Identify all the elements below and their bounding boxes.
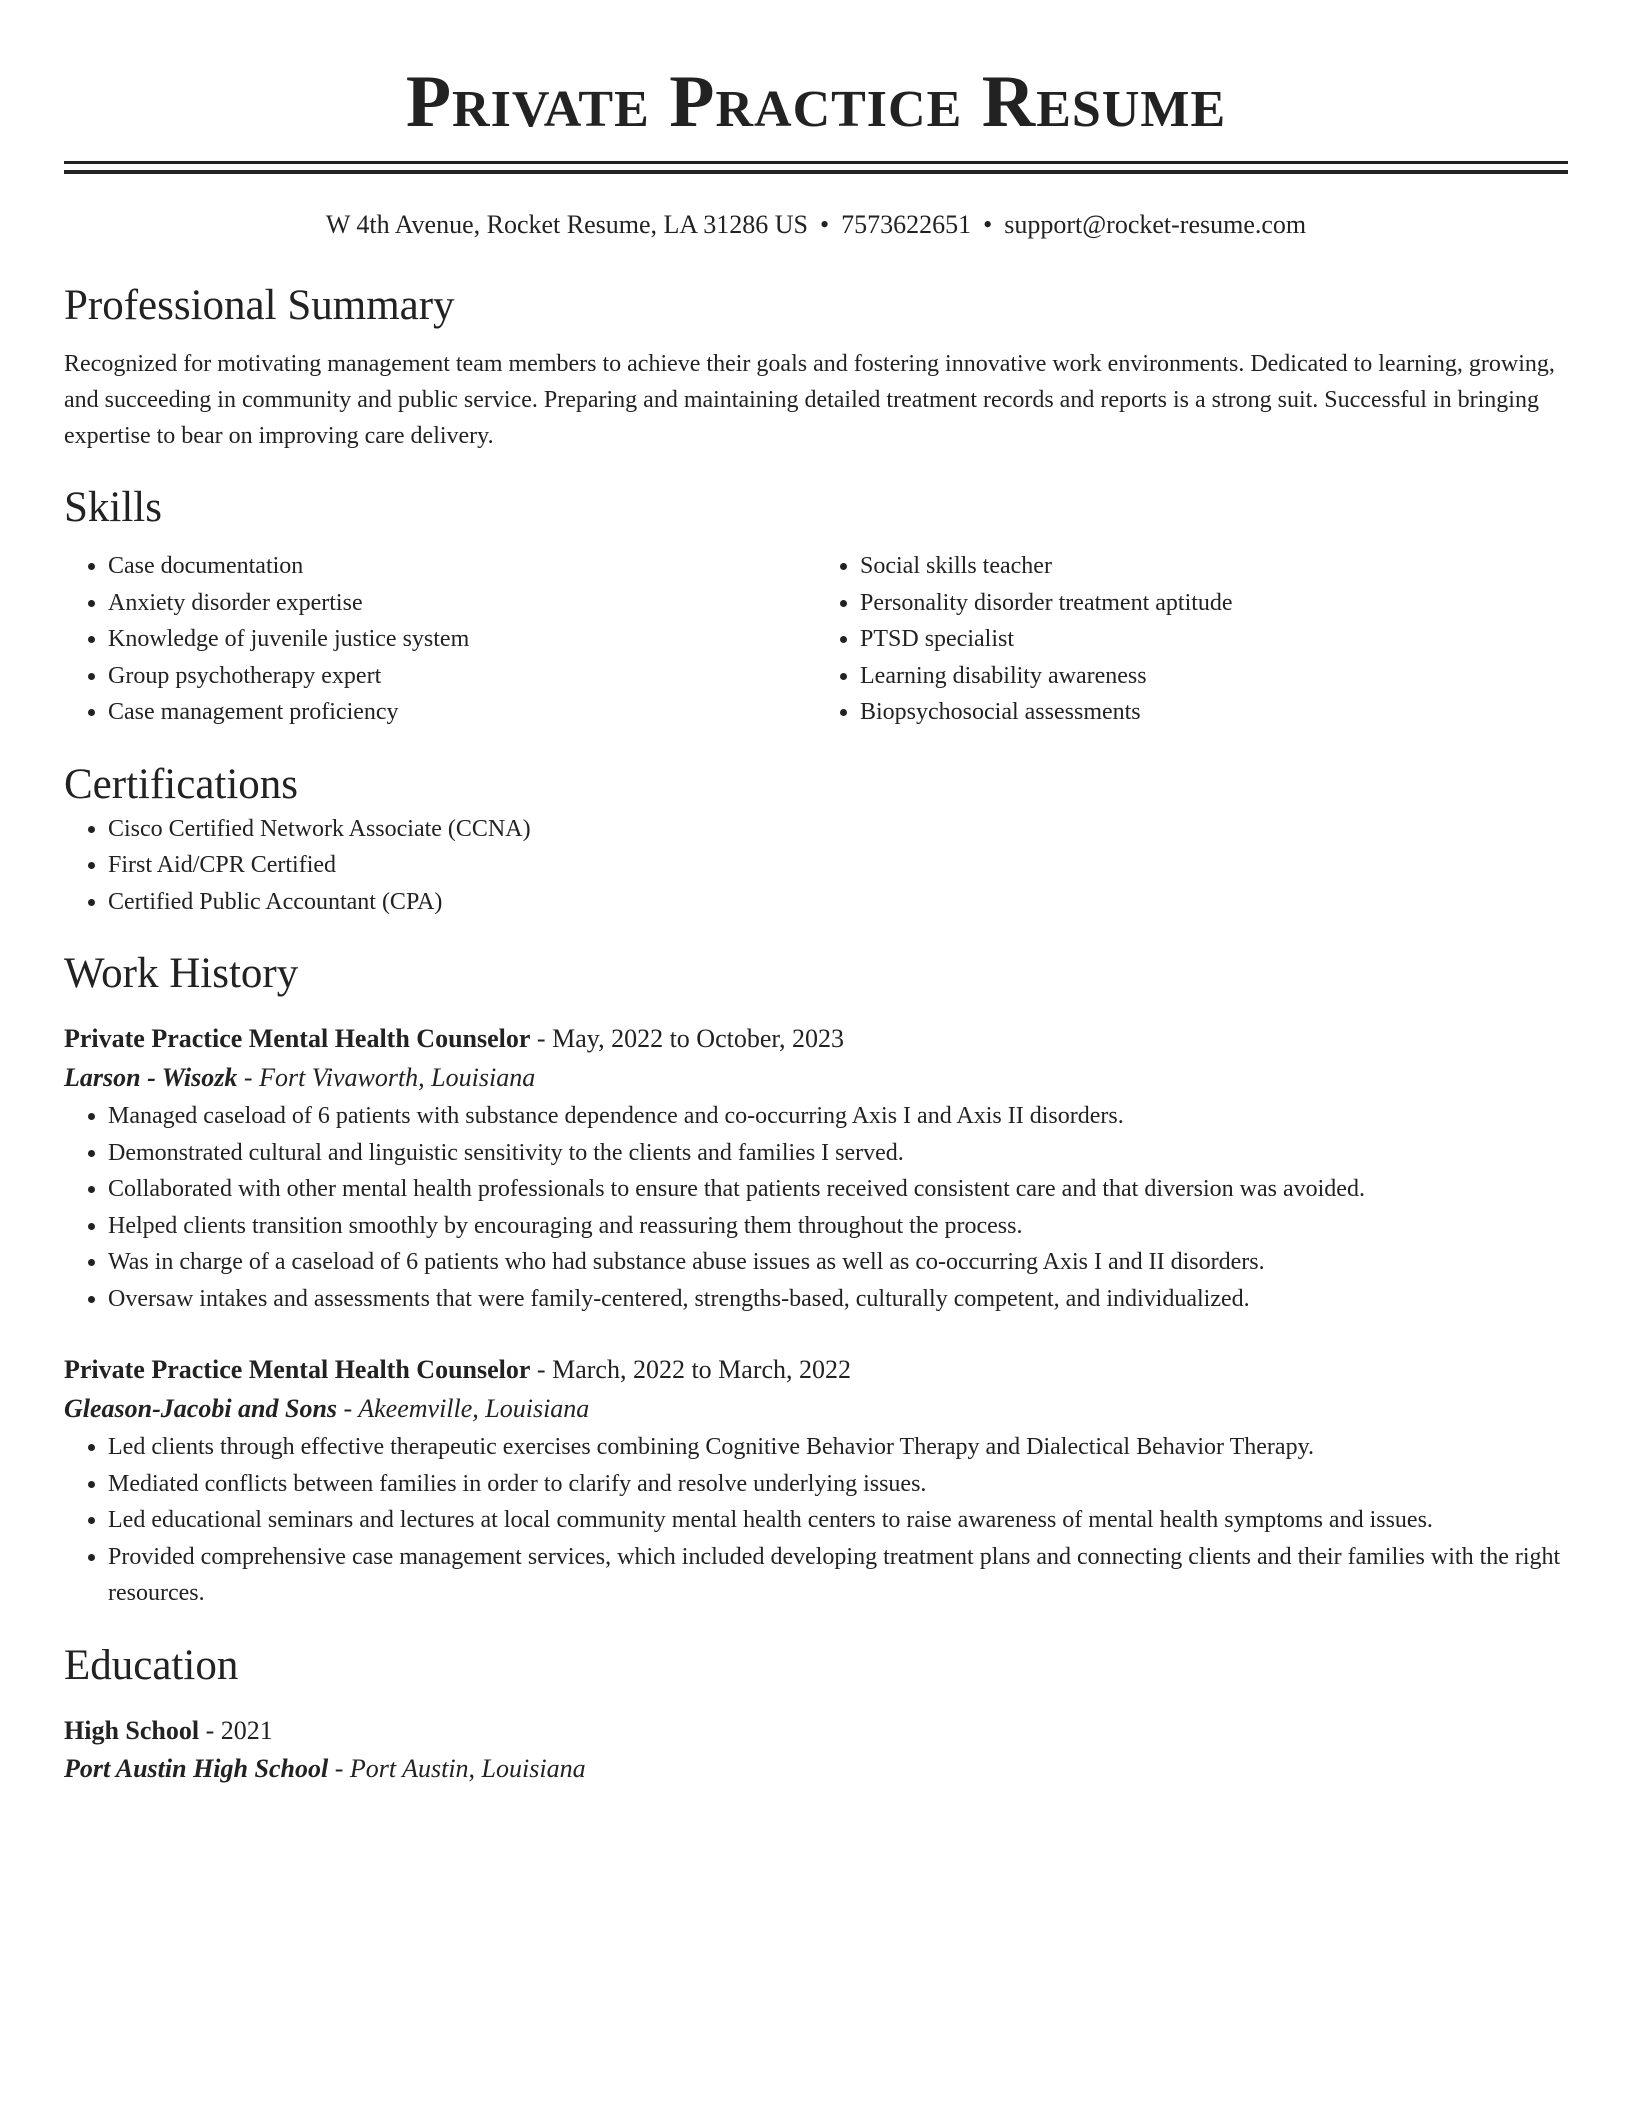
job-bullet: • Helped clients transition smoothly by encouraging and reassuring them throughout the process. (108, 1208, 1568, 1245)
education-entry (64, 1712, 1568, 1788)
job-bullet: • Led educational seminars and lectures at local community mental health centers to raise awareness of mental health symptoms and issues. (108, 1502, 1568, 1539)
skill-item: • Case documentation (108, 548, 816, 585)
job-dash: - (530, 1355, 553, 1384)
skill-item: • Group psychotherapy expert (108, 658, 816, 695)
job-bullets (64, 1429, 1568, 1612)
job-bullet: • Oversaw intakes and assessments that were family-centered, strengths-based, culturally competent, and individualized. (108, 1281, 1568, 1318)
contact-phone: 7573622651 (841, 210, 972, 239)
education-year: 2021 (220, 1715, 273, 1745)
education-school-line (64, 1750, 1568, 1788)
job-bullet: • Collaborated with other mental health professionals to ensure that patients received consistent care and that diversion was avoided. (108, 1171, 1568, 1208)
contact-line (64, 208, 1568, 242)
skill-item: • Knowledge of juvenile justice system (108, 621, 816, 658)
job-bullet: • Led clients through effective therapeutic exercises combining Cognitive Behavior Therapy and Dialectical Behavior Therapy. (108, 1429, 1568, 1466)
job-dates: May, 2022 to October, 2023 (552, 1024, 844, 1053)
skills-column-left (64, 548, 816, 731)
education-degree: High School (64, 1715, 200, 1745)
skill-item: • Learning disability awareness (860, 658, 1568, 695)
certification-item: • First Aid/CPR Certified (108, 847, 1568, 884)
skill-item: • Anxiety disorder expertise (108, 585, 816, 622)
contact-separator: • (820, 210, 830, 239)
page-title: Private Practice Resume (405, 61, 1227, 143)
job-title-line (64, 1351, 1568, 1389)
skill-item: • Social skills teacher (860, 548, 1568, 585)
skills-list-right (816, 548, 1568, 731)
job-company: Larson - Wisozk (64, 1063, 238, 1092)
job-dash: - (530, 1024, 553, 1053)
job-entry (64, 1351, 1568, 1612)
education-location: Port Austin, Louisiana (349, 1753, 586, 1783)
job-entry (64, 1020, 1568, 1317)
summary-heading: Professional Summary (64, 282, 455, 329)
job-company: Gleason-Jacobi and Sons (64, 1394, 338, 1423)
skill-item: • Personality disorder treatment aptitude (860, 585, 1568, 622)
job-bullet: • Provided comprehensive case management services, which included developing treatment plans and connecting clients and their families with the right resources. (108, 1539, 1568, 1612)
contact-address: W 4th Avenue, Rocket Resume, LA 31286 US (325, 210, 808, 239)
skill-item: • Case management proficiency (108, 694, 816, 731)
job-bullets (64, 1098, 1568, 1317)
summary-text: Recognized for motivating management team members to achieve their goals and fostering innovative work environments. Dedicated to learning, growing, and succeeding in community and public service. Preparing and maintaining detailed treatment records and reports is a strong suit. Successful in bringing expertise to bear on improving care delivery. (64, 351, 1555, 449)
skills-grid (64, 548, 1568, 731)
skill-item: • Biopsychosocial assessments (860, 694, 1568, 731)
contact-email: support@rocket-resume.com (1004, 210, 1307, 239)
education-heading: Education (64, 1641, 239, 1689)
contact-separator: • (983, 210, 993, 239)
job-dates: March, 2022 to March, 2022 (552, 1355, 852, 1384)
job-title: Private Practice Mental Health Counselor (64, 1024, 531, 1053)
education-school: Port Austin High School (64, 1753, 329, 1783)
certifications-heading: Certifications (64, 760, 299, 808)
education-dash: - (199, 1715, 221, 1745)
skills-column-right (816, 548, 1568, 731)
work-history-heading: Work History (64, 950, 299, 997)
education-degree-line (64, 1712, 1568, 1750)
job-location: Akeemville, Louisiana (358, 1394, 590, 1423)
title-divider-top (64, 161, 1568, 164)
job-title: Private Practice Mental Health Counselor (64, 1355, 531, 1384)
certification-item: • Certified Public Accountant (CPA) (108, 884, 1568, 921)
skills-heading: Skills (64, 484, 162, 531)
job-dash: - (337, 1394, 359, 1423)
title-divider-bottom (64, 170, 1568, 174)
job-company-line (64, 1058, 1568, 1098)
education-dash: - (328, 1753, 350, 1783)
job-bullet: • Demonstrated cultural and linguistic sensitivity to the clients and families I served. (108, 1135, 1568, 1172)
skills-list-left (64, 548, 816, 731)
job-title-line (64, 1020, 1568, 1058)
skill-item: • PTSD specialist (860, 621, 1568, 658)
job-dash: - (237, 1063, 260, 1092)
job-location: Fort Vivaworth, Louisiana (259, 1063, 536, 1092)
job-bullet: • Managed caseload of 6 patients with substance dependence and co-occurring Axis I and Axis II disorders. (108, 1098, 1568, 1135)
certification-item: • Cisco Certified Network Associate (CCNA) (108, 811, 1568, 848)
job-bullet: • Mediated conflicts between families in order to clarify and resolve underlying issues. (108, 1466, 1568, 1503)
certifications-list (64, 811, 1568, 921)
job-company-line (64, 1389, 1568, 1429)
job-bullet: • Was in charge of a caseload of 6 patients who had substance abuse issues as well as co-occurring Axis I and II disorders. (108, 1244, 1568, 1281)
